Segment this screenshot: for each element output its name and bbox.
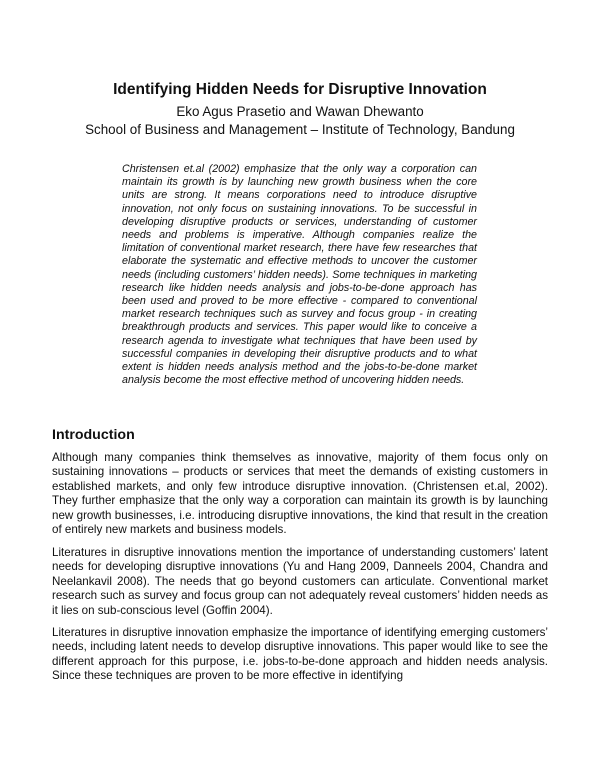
- introduction-paragraph-2: Literatures in disruptive innovations mention the importance of understanding customers’ latent needs for developing disruptive innovations (Yu and Hang 2009, Danneels 2004, Chandra and Neelankavil 2008). The needs that go beyond customers can articulate. Conventional market research such as survey and focus group can not adequately reveal customers’ hidden needs as it lies on sub-conscious level (Goffin 2004).: [52, 546, 548, 617]
- paper-authors: Eko Agus Prasetio and Wawan Dhewanto: [176, 104, 424, 119]
- introduction-paragraph-1: Although many companies think themselves as innovative, majority of them focus only on sustaining innovations – products or services that meet the demands of existing customers in established markets, and only few introduce disruptive innovation. (Christensen et.al, 2002). They further emphasize that the only way a corporation can maintain its growth is by launching new growth businesses, i.e. introducing disruptive innovations, the kind that result in the creation of entirely new markets and business models.: [52, 451, 548, 537]
- section-heading-introduction: Introduction: [52, 427, 135, 443]
- paper-affiliation: School of Business and Management – Institute of Technology, Bandung: [85, 122, 515, 137]
- abstract-text: Christensen et.al (2002) emphasize that the only way a corporation can maintain its growth is by launching new growth business when the core units are strong. It means corporations need to introduce disruptive innovation, not only focus on sustaining innovations. To be successful in developing disruptive products or services, understanding of customer needs and problems is imperative. Although companies realize the limitation of conventional market research, there have few researches that elaborate the systematic and effective methods to uncover the customer needs (including customers’ hidden needs). Some techniques in marketing research like hidden needs analysis and jobs-to-be-done approach has been used and proved to be more effective - compared to conventional market research techniques such as survey and focus group - in creating breakthrough products and services. This paper would like to conceive a research agenda to investigate what techniques that have been used by successful companies in developing their disruptive products and to what extent is hidden needs analysis method and the jobs-to-be-done market analysis become the most effective method of uncovering hidden needs.: [122, 163, 477, 387]
- paper-title: Identifying Hidden Needs for Disruptive Innovation: [113, 81, 487, 99]
- introduction-paragraph-3: Literatures in disruptive innovation emphasize the importance of identifying emerging customers’ needs, including latent needs to develop disruptive innovations. This paper would like to see the different approach for this purpose, i.e. jobs-to-be-done approach and hidden needs analysis. Since these techniques are proven to be more effective in identifying: [52, 626, 548, 683]
